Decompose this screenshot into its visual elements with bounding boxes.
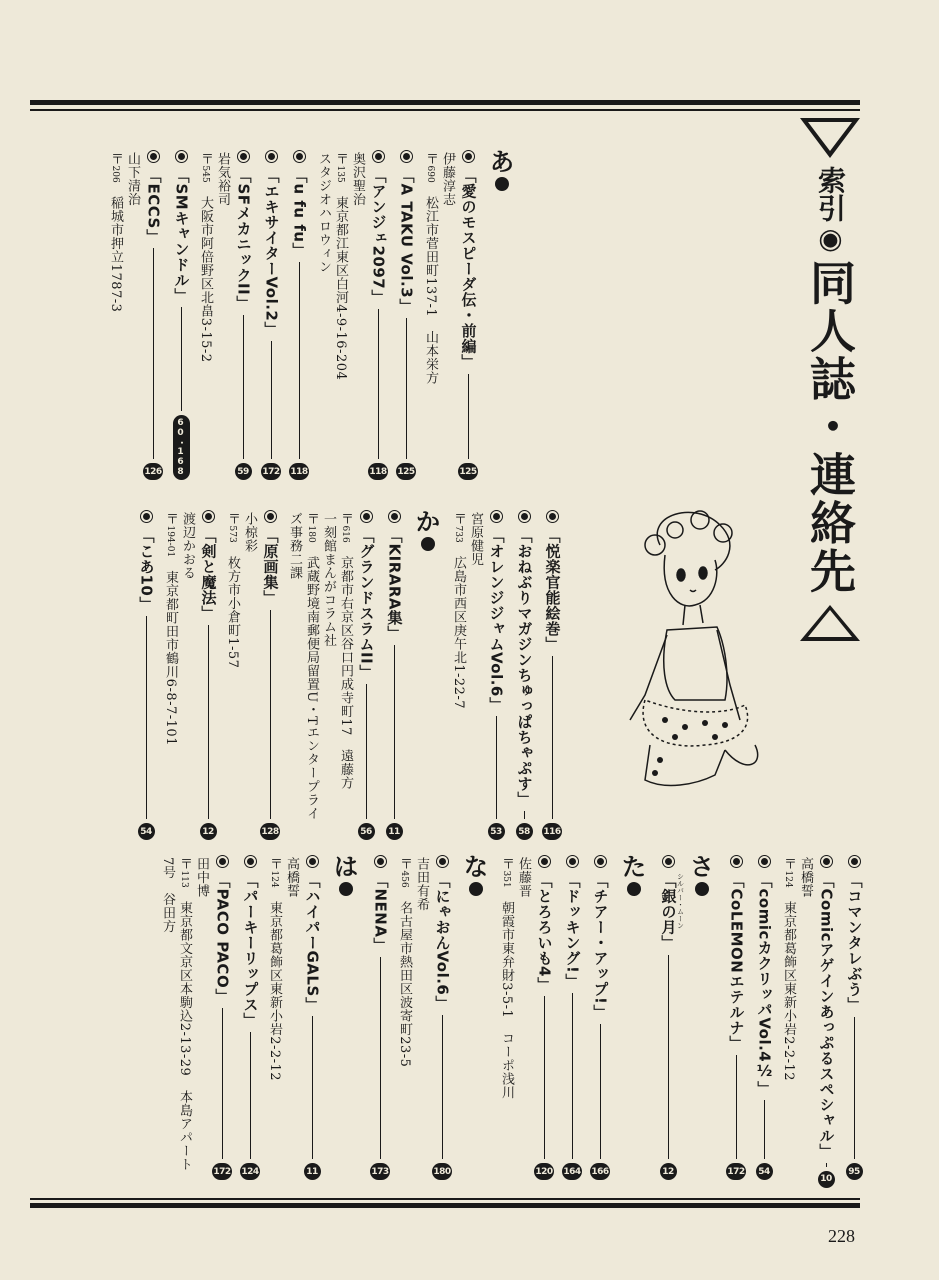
kana-label: さ — [690, 853, 714, 881]
entry-title: 「CoLEMONエテルナ」 — [727, 873, 746, 1051]
page-badge: 118 — [368, 463, 387, 480]
section-dot-icon — [627, 882, 641, 896]
page-badge: 11 — [304, 1163, 321, 1180]
page-badge: 95 — [846, 1163, 863, 1180]
entry-address — [301, 512, 318, 820]
section-dot-icon — [469, 882, 483, 896]
page-badge: 173 — [370, 1163, 389, 1180]
page-badge: 164 — [562, 1163, 581, 1180]
leader-line — [208, 625, 209, 819]
page-badge: 11 — [386, 823, 403, 840]
entry-title: 「オレンジジャムVol.6」 — [487, 528, 506, 713]
index-entry-title — [256, 510, 284, 840]
leader-line — [668, 955, 669, 1160]
entry-title: 「ドッキング!」 — [563, 873, 582, 989]
entry-address — [496, 857, 513, 1099]
kana-label: な — [464, 853, 488, 881]
bullet-icon — [140, 510, 153, 523]
down-triangle-icon — [800, 118, 860, 158]
kana-section-header — [482, 150, 522, 191]
bullet-icon — [462, 150, 475, 163]
entry-title: 「comicカクリッパVol.4½」 — [755, 873, 774, 1097]
leader-line — [181, 307, 182, 411]
entry-text: 吉田有希 — [414, 857, 429, 911]
entry-address — [394, 857, 411, 1067]
entry-title: 「銀の月」 シルバー・ムーン — [659, 873, 685, 951]
leader-line — [552, 656, 553, 819]
leader-line — [250, 1032, 251, 1159]
leader-line — [406, 318, 407, 459]
entry-title: 「とろろいも4」 — [535, 873, 554, 993]
index-entry-title — [538, 510, 566, 840]
leader-line — [854, 1017, 855, 1160]
page-badge: 166 — [590, 1163, 609, 1180]
leader-line — [222, 1008, 223, 1159]
kana-section-header — [682, 855, 722, 896]
entry-text: 高橋誓 — [798, 857, 813, 898]
index-entry-title — [236, 855, 264, 1180]
index-entry-title — [229, 150, 257, 480]
entry-title: 「Comicアゲインあっぷるスペシャル」 — [817, 873, 836, 1159]
entry-text: 東京都葛飾区東新小岩2-2-12 — [267, 901, 282, 1082]
entry-address — [174, 857, 191, 1171]
postal-code: 124 — [269, 870, 279, 888]
leader-line — [271, 341, 272, 459]
page-badge: 124 — [240, 1163, 259, 1180]
postal-mark-icon: 〒 — [781, 857, 796, 871]
postal-code: 690 — [425, 165, 435, 183]
section-dot-icon — [339, 882, 353, 896]
bottom-rule-thin — [30, 1198, 860, 1200]
entry-contact — [313, 152, 330, 274]
kana-section-header — [408, 510, 448, 551]
index-entry-title — [654, 855, 685, 1180]
index-entry-title — [750, 855, 778, 1180]
index-entry-title — [722, 855, 750, 1180]
entry-address — [105, 152, 122, 312]
postal-code: 616 — [340, 525, 350, 543]
entry-title: 「おねぶりマガジンちゅっぱちゃぷす」 — [515, 528, 534, 807]
entry-text: 大阪市阿倍野区北畠3-15-2 — [198, 196, 213, 363]
entry-address — [222, 512, 239, 668]
entry-address — [330, 152, 347, 380]
entry-contact — [347, 152, 364, 206]
index-entry-title — [380, 510, 408, 840]
entry-text: 伊藤淳志 — [440, 152, 455, 206]
bullet-icon — [244, 855, 257, 868]
postal-code: 194-01 — [165, 525, 175, 558]
entry-text: 奥沢聖治 — [350, 152, 365, 206]
page-badge: 60・168 — [173, 415, 190, 480]
index-entry-title — [840, 855, 868, 1180]
section-dot-icon — [495, 177, 509, 191]
postal-code: 456 — [399, 870, 409, 888]
bullet-icon — [175, 150, 188, 163]
index-entry-title — [298, 855, 326, 1180]
entry-title: 「PACO PACO」 — [213, 873, 232, 1004]
entry-contact — [437, 152, 454, 206]
entry-title: 「コマンタレぶう」 — [845, 873, 864, 1013]
entry-text: 東京都江東区白河4-9-16-204 — [333, 196, 348, 381]
entry-contact — [513, 857, 530, 898]
bullet-icon — [293, 150, 306, 163]
page-badge: 54 — [756, 1163, 773, 1180]
index-label: 索引◉ — [814, 166, 847, 255]
entry-text: 名古屋市熱田区波寄町23-5 — [397, 901, 412, 1068]
entry-title: 「チアー・アップ!」 — [591, 873, 610, 1020]
postal-code: 545 — [200, 165, 210, 183]
entry-contact — [281, 857, 298, 898]
index-entry-title — [167, 150, 195, 480]
entry-address — [778, 857, 795, 1081]
index-entry-title — [392, 150, 420, 480]
postal-code: 733 — [453, 525, 463, 543]
bullet-icon — [820, 855, 833, 868]
postal-mark-icon: 〒 — [163, 512, 178, 526]
postal-code: 206 — [110, 165, 120, 183]
page-badge: 10 — [818, 1171, 835, 1188]
page-badge: 125 — [396, 463, 415, 480]
entry-title: 「悦楽官能絵巻」 — [543, 528, 562, 652]
entry-title: 「KIRARA集」 — [385, 528, 404, 642]
bullet-icon — [758, 855, 771, 868]
page-title — [795, 118, 865, 648]
leader-line — [380, 957, 381, 1159]
index-entry-title — [510, 510, 538, 840]
index-entry-title — [364, 150, 392, 480]
leader-line — [544, 996, 545, 1159]
kana-label: は — [334, 853, 358, 881]
entry-title: 「パーキーリップス」 — [241, 873, 260, 1028]
bullet-icon — [730, 855, 743, 868]
index-entry-title — [586, 855, 614, 1180]
entry-address — [335, 512, 352, 790]
page-badge: 126 — [143, 463, 162, 480]
section-dot-icon — [695, 882, 709, 896]
page-badge: 56 — [358, 823, 375, 840]
leader-line — [764, 1100, 765, 1159]
index-entry-title — [428, 855, 456, 1180]
bullet-icon — [147, 150, 160, 163]
entry-title: 「アンジェ2097」 — [369, 168, 388, 305]
bullet-icon — [237, 150, 250, 163]
entry-address — [195, 152, 212, 363]
postal-mark-icon: 〒 — [304, 512, 319, 526]
page-badge: 58 — [516, 823, 533, 840]
entry-text: 広島市西区庚午北1-22-7 — [451, 556, 466, 710]
bullet-icon — [436, 855, 449, 868]
kana-section-header — [456, 855, 496, 896]
bullet-icon — [374, 855, 387, 868]
index-entry-title — [366, 855, 394, 1180]
page-badge: 128 — [260, 823, 279, 840]
entry-address — [448, 512, 465, 709]
entry-text: ズ事務二課 — [287, 512, 302, 580]
leader-line — [299, 262, 300, 459]
index-entry-title — [194, 510, 222, 840]
bullet-icon — [662, 855, 675, 868]
page-badge: 125 — [458, 463, 477, 480]
leader-line — [442, 1015, 443, 1159]
section-dot-icon — [421, 537, 435, 551]
postal-code: 573 — [227, 525, 237, 543]
leader-line — [572, 993, 573, 1159]
page-number: 228 — [828, 1226, 855, 1246]
entry-text: 一刻館まんがコラム社 — [321, 512, 336, 647]
leader-line — [826, 1163, 827, 1167]
leader-line — [270, 610, 271, 820]
page-badge: 12 — [660, 1163, 677, 1180]
top-rule-thin — [30, 109, 860, 111]
postal-mark-icon: 〒 — [499, 857, 514, 871]
leader-line — [146, 616, 147, 819]
entry-contact — [122, 152, 139, 206]
entry-title: 「NENA」 — [371, 873, 390, 953]
leader-line — [243, 315, 244, 459]
bullet-icon — [594, 855, 607, 868]
up-triangle-icon — [800, 605, 860, 641]
entry-contact — [795, 857, 812, 898]
entry-contact — [157, 857, 174, 933]
page-badge: 54 — [138, 823, 155, 840]
girl-illustration — [605, 505, 775, 795]
postal-mark-icon: 〒 — [397, 857, 412, 871]
leader-line — [600, 1024, 601, 1159]
entry-text: 京都市右京区谷口円成寺町17 遠藤方 — [338, 556, 353, 790]
title-main: 同人誌・連絡先 — [803, 259, 857, 595]
entry-text: 朝霞市東弁財3-5-1 コーポ浅川 — [499, 901, 514, 1100]
entry-title: 「グランドスラムII」 — [357, 528, 376, 680]
entry-text: 高橋誓 — [284, 857, 299, 898]
top-rule-thick — [30, 100, 860, 105]
postal-mark-icon: 〒 — [198, 152, 213, 166]
postal-mark-icon: 〒 — [338, 512, 353, 526]
bullet-icon — [848, 855, 861, 868]
index-entry-title — [530, 855, 558, 1180]
bullet-icon — [490, 510, 503, 523]
entry-text: 東京都文京区本駒込2-13-29 本島アパート — [177, 901, 192, 1171]
postal-code: 113 — [179, 870, 189, 888]
entry-title: 「SFメカニックII」 — [234, 168, 253, 311]
entry-text: スタジオハロウィン — [316, 152, 331, 274]
leader-line — [468, 374, 469, 460]
index-entry-title — [352, 510, 380, 840]
entry-contact — [177, 512, 194, 580]
bullet-icon — [400, 150, 413, 163]
entry-title: 「にゃおんVol.6」 — [433, 873, 452, 1011]
entry-text: 稲城市押立1787-3 — [108, 196, 123, 313]
entry-text: 東京都葛飾区東新小岩2-2-12 — [781, 901, 796, 1082]
postal-code: 351 — [501, 870, 511, 888]
page-badge: 59 — [235, 463, 252, 480]
entry-contact — [411, 857, 428, 911]
entry-text: 枚方市小倉町1-57 — [225, 556, 240, 669]
page-badge: 116 — [542, 823, 561, 840]
page-badge: 53 — [488, 823, 505, 840]
entry-ruby: シルバー・ムーン — [676, 873, 685, 929]
index-entry-title — [482, 510, 510, 840]
entry-text: 宮原健児 — [468, 512, 483, 566]
leader-line — [312, 1016, 313, 1159]
postal-mark-icon: 〒 — [225, 512, 240, 526]
entry-text: 小椋彩 — [242, 512, 257, 553]
page-badge: 120 — [534, 1163, 553, 1180]
entry-title: 「ECCS」 — [144, 168, 163, 245]
kana-section-header — [614, 855, 654, 896]
index-entry-title — [139, 150, 167, 480]
page-badge: 172 — [212, 1163, 231, 1180]
bullet-icon — [306, 855, 319, 868]
entry-text: 渡辺かおる — [180, 512, 195, 580]
bullet-icon — [360, 510, 373, 523]
entry-text: 7号 谷田方 — [160, 857, 175, 934]
page-badge: 172 — [726, 1163, 745, 1180]
index-entry-title — [285, 150, 313, 480]
bullet-icon — [518, 510, 531, 523]
bullet-icon — [264, 510, 277, 523]
entry-contact — [191, 857, 208, 898]
index-entry-title — [208, 855, 236, 1180]
postal-mark-icon: 〒 — [333, 152, 348, 166]
entry-text: 松江市菅田町137-1 山本栄方 — [423, 196, 438, 385]
bottom-rule-thick — [30, 1203, 860, 1208]
entry-title: 「u fu fu」 — [290, 168, 309, 259]
entry-address — [420, 152, 437, 385]
entry-contact — [284, 512, 301, 580]
index-entry-title — [812, 855, 840, 1185]
bullet-icon — [265, 150, 278, 163]
entry-text: 東京都町田市鶴川6-8-7-101 — [163, 570, 178, 746]
leader-line — [394, 645, 395, 819]
postal-mark-icon: 〒 — [451, 512, 466, 526]
bullet-icon — [216, 855, 229, 868]
entry-text: 佐藤晋 — [516, 857, 531, 898]
bullet-icon — [566, 855, 579, 868]
leader-line — [736, 1055, 737, 1159]
index-entry-title — [454, 150, 482, 480]
entry-title: 「エキサイターVol.2」 — [262, 168, 281, 337]
kana-label: か — [416, 508, 440, 536]
page-badge: 118 — [289, 463, 308, 480]
entry-title: 「A TAKU Vol.3」 — [397, 168, 416, 314]
page-badge: 12 — [200, 823, 217, 840]
entry-text: 田中博 — [194, 857, 209, 898]
bullet-icon — [372, 150, 385, 163]
bullet-icon — [538, 855, 551, 868]
leader-line — [524, 811, 525, 819]
postal-code: 180 — [306, 525, 316, 543]
entry-address — [264, 857, 281, 1081]
entry-title: 「ハイパーGALS」 — [303, 873, 322, 1013]
postal-code: 135 — [335, 165, 345, 183]
bullet-icon — [388, 510, 401, 523]
index-entry-title — [257, 150, 285, 480]
entry-title: 「剣と魔法」 — [199, 528, 218, 621]
entry-title: 「原画集」 — [261, 528, 280, 606]
leader-line — [153, 248, 154, 459]
entry-address — [160, 512, 177, 746]
postal-mark-icon: 〒 — [267, 857, 282, 871]
page-badge: 180 — [432, 1163, 451, 1180]
entry-text: 武蔵野境南郵便局留置U・Tエンタープライ — [304, 556, 319, 820]
entry-title: 「SMキャンドル」 — [172, 168, 191, 304]
kana-label: あ — [490, 148, 514, 176]
leader-line — [378, 309, 379, 459]
entry-text: 岩気裕司 — [215, 152, 230, 206]
postal-code: 124 — [783, 870, 793, 888]
postal-mark-icon: 〒 — [423, 152, 438, 166]
bullet-icon — [546, 510, 559, 523]
entry-contact — [465, 512, 482, 566]
leader-line — [366, 684, 367, 819]
page-badge: 172 — [261, 463, 280, 480]
leader-line — [496, 716, 497, 819]
bullet-icon — [202, 510, 215, 523]
index-entry-title — [558, 855, 586, 1180]
entry-contact — [318, 512, 335, 647]
postal-mark-icon: 〒 — [177, 857, 192, 871]
kana-section-header — [326, 855, 366, 896]
entry-title: 「愛のモスピーダ伝・前編」 — [459, 168, 478, 370]
entry-title: 「こあ10」 — [137, 528, 156, 612]
postal-mark-icon: 〒 — [108, 152, 123, 166]
kana-label: た — [622, 853, 646, 881]
entry-text: 山下清治 — [125, 152, 140, 206]
entry-contact — [239, 512, 256, 553]
entry-contact — [212, 152, 229, 206]
index-entry-title — [132, 510, 160, 840]
